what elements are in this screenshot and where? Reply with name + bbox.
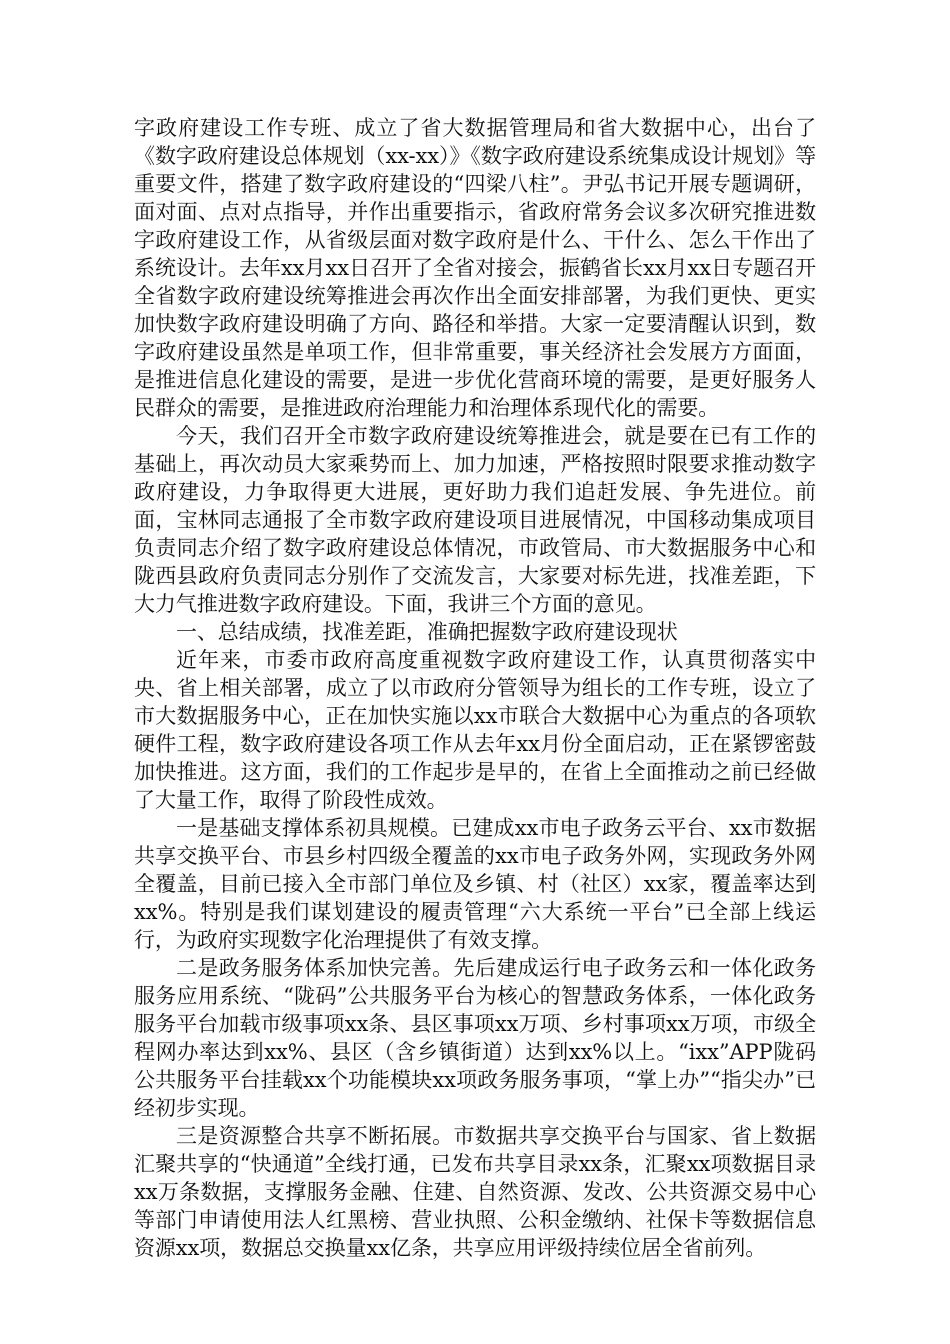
paragraph-government-services: 二是政务服务体系加快完善。先后建成运行电子政务云和一体化政务服务应用系统、“陇码”公共服务平台为核心的智慧政务体系，一体化政务服务平台加载市级事项xx条、县区事项xx万项、乡村事项xx万项，市级全程网办率达到xx%、县区（含乡镇街道）达到xx%以上。“ixx”APP陇码公共服务平台挂载xx个功能模块xx项政务服务事项，“掌上办”“指尖办”已经初步实现。 xyxy=(134,956,816,1120)
paragraph-infrastructure: 一是基础支撑体系初具规模。已建成xx市电子政务云平台、xx市数据共享交换平台、市县乡村四级全覆盖的xx市电子政务外网，实现政务外网全覆盖，目前已接入全市部门单位及乡镇、村（社区）xx家，覆盖率达到xx%。特别是我们谋划建设的履责管理“六大系统一平台”已全部上线运行，为政府实现数字化治理提供了有效支撑。 xyxy=(134,816,816,952)
paragraph-recent-years: 近年来，市委市政府高度重视数字政府建设工作，认真贯彻落实中央、省上相关部署，成立了以市政府分管领导为组长的工作专班，设立了市大数据服务中心，正在加快实施以xx市联合大数据中心为重点的各项软硬件工程，数字政府建设各项工作从去年xx月份全面启动，正在紧锣密鼓加快推进。这方面，我们的工作起步是早的，在省上全面推动之前已经做了大量工作，取得了阶段性成效。 xyxy=(134,648,816,812)
paragraph-today-meeting: 今天，我们召开全市数字政府建设统筹推进会，就是要在已有工作的基础上，再次动员大家乘势而上、加力加速，严格按照时限要求推动数字政府建设，力争取得更大进展，更好助力我们追赶发展、争先进位。前面，宝林同志通报了全市数字政府建设项目进展情况，中国移动集成项目负责同志介绍了数字政府建设总体情况，市政管局、市大数据服务中心和陇西县政府负责同志分别作了交流发言，大家要对标先进，找准差距，下大力气推进数字政府建设。下面，我讲三个方面的意见。 xyxy=(134,424,816,616)
paragraph-continuation: 字政府建设工作专班、成立了省大数据管理局和省大数据中心，出台了《数字政府建设总体规划（xx-xx）》《数字政府建设系统集成设计规划》等重要文件，搭建了数字政府建设的“四梁八柱”。尹弘书记开展专题调研，面对面、点对点指导，并作出重要指示，省政府常务会议多次研究推进数字政府建设工作，从省级层面对数字政府是什么、干什么、怎么干作出了系统设计。去年xx月xx日召开了全省对接会，振鹤省长xx月xx日专题召开全省数字政府建设统筹推进会再次作出全面安排部署，为我们更快、更实加快数字政府建设明确了方向、路径和举措。大家一定要清醒认识到，数字政府建设虽然是单项工作，但非常重要，事关经济社会发展方方面面，是推进信息化建设的需要，是进一步优化营商环境的需要，是更好服务人民群众的需要，是推进政府治理能力和治理体系现代化的需要。 xyxy=(134,116,816,420)
paragraph-resource-sharing: 三是资源整合共享不断拓展。市数据共享交换平台与国家、省上数据汇聚共享的“快通道”全线打通，已发布共享目录xx条，汇聚xx项数据目录xx万条数据，支撑服务金融、住建、自然资源、发改、公共资源交易中心等部门申请使用法人红黑榜、营业执照、公积金缴纳、社保卡等数据信息资源xx项，数据总交换量xx亿条，共享应用评级持续位居全省前列。 xyxy=(134,1124,816,1260)
section-heading-1: 一、总结成绩，找准差距，准确把握数字政府建设现状 xyxy=(176,620,678,644)
document-body xyxy=(134,114,816,1262)
